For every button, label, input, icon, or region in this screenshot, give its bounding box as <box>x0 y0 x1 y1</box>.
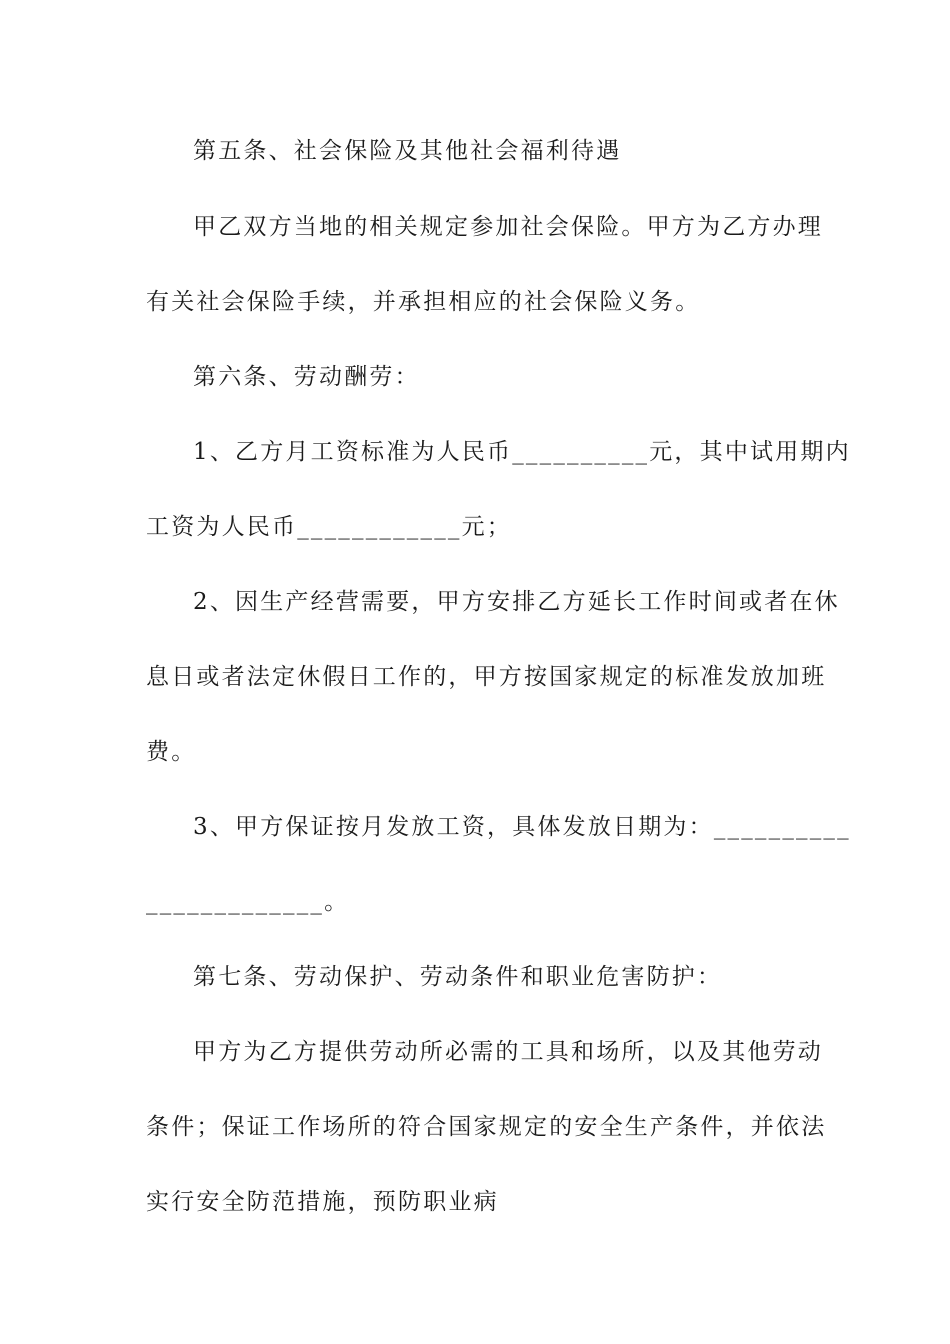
paragraph-line: 有关社会保险手续，并承担相应的社会保险义务。 <box>146 289 701 315</box>
paragraph-line: _____________。 <box>146 889 350 915</box>
paragraph-line: 甲方为乙方提供劳动所必需的工具和场所，以及其他劳动 <box>193 1039 823 1065</box>
paragraph-line: 条件；保证工作场所的符合国家规定的安全生产条件，并依法 <box>146 1114 827 1140</box>
paragraph-line: 2、因生产经营需要，甲方安排乙方延长工作时间或者在休 <box>193 589 840 615</box>
article-6-heading: 第六条、劳动酬劳： <box>193 364 420 390</box>
paragraph-line: 息日或者法定休假日工作的，甲方按国家规定的标准发放加班 <box>146 664 827 690</box>
article-5-heading: 第五条、社会保险及其他社会福利待遇 <box>193 138 622 164</box>
article-7-heading: 第七条、劳动保护、劳动条件和职业危害防护： <box>193 964 723 990</box>
paragraph-line: 1、乙方月工资标准为人民币__________元，其中试用期内 <box>193 439 851 465</box>
paragraph-line: 3、甲方保证按月发放工资，具体发放日期为：__________ <box>193 814 851 840</box>
paragraph-line: 甲乙双方当地的相关规定参加社会保险。甲方为乙方办理 <box>193 214 823 240</box>
paragraph-line: 实行安全防范措施，预防职业病 <box>146 1189 499 1215</box>
paragraph-line: 费。 <box>146 739 197 765</box>
paragraph-line: 工资为人民币____________元； <box>146 514 512 540</box>
